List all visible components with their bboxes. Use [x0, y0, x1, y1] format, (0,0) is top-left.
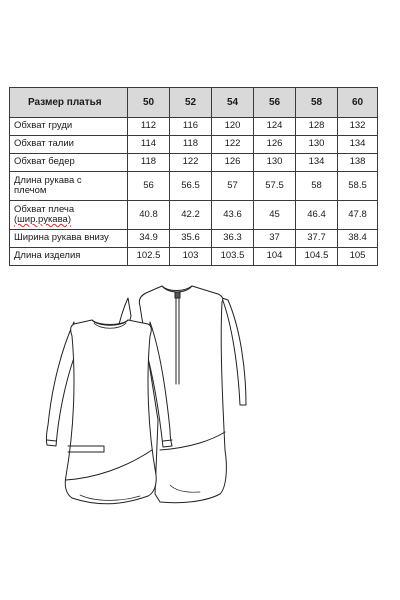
table-cell: 42.2: [170, 201, 212, 230]
table-cell: 104: [254, 248, 296, 266]
table-cell: 126: [212, 154, 254, 172]
size-header-cell: 52: [170, 88, 212, 118]
table-row: [10, 248, 378, 266]
table-cell: 124: [254, 118, 296, 136]
table-cell: 40.8: [128, 201, 170, 230]
header-dress-size: Размер платья: [10, 88, 128, 118]
table-cell: 35.6: [170, 230, 212, 248]
table-cell: 134: [296, 154, 338, 172]
dress-front-view: [46, 320, 172, 504]
table-cell: 47.8: [338, 201, 378, 230]
table-cell: 128: [296, 118, 338, 136]
table-cell: 116: [170, 118, 212, 136]
table-cell: 56.5: [170, 172, 212, 201]
size-header-cell: 50: [128, 88, 170, 118]
table-cell: 130: [296, 136, 338, 154]
zipper-pull-icon: [175, 292, 180, 298]
table-cell: 118: [128, 154, 170, 172]
row-label-line1: Обхват плеча: [14, 203, 75, 215]
table-cell: 57.5: [254, 172, 296, 201]
front-body: [65, 320, 156, 504]
table-row: [10, 136, 378, 154]
table-cell: 105: [338, 248, 378, 266]
table-cell: 104.5: [296, 248, 338, 266]
row-label: Ширина рукава внизу: [10, 230, 128, 248]
size-chart-table: [9, 87, 378, 266]
table-cell: 56: [128, 172, 170, 201]
table-row: [10, 154, 378, 172]
dress-technical-sketch: [0, 280, 400, 520]
table-cell: 58.5: [338, 172, 378, 201]
table-cell: 103: [170, 248, 212, 266]
table-cell: 120: [212, 118, 254, 136]
table-cell: 43.6: [212, 201, 254, 230]
table-header-row: [10, 88, 378, 118]
size-header-cell: 60: [338, 88, 378, 118]
row-label-line1: Длина рукава с: [14, 174, 82, 186]
table-cell: 34.9: [128, 230, 170, 248]
table-cell: 37: [254, 230, 296, 248]
row-label-line2: (шир.рукава): [14, 214, 71, 225]
row-label-line2: плечом: [14, 185, 47, 196]
back-right-sleeve: [222, 298, 246, 405]
row-label: [10, 172, 128, 201]
table-cell: 45: [254, 201, 296, 230]
table-cell: 126: [254, 136, 296, 154]
size-header-cell: 54: [212, 88, 254, 118]
front-left-sleeve: [46, 322, 76, 446]
row-label: Обхват груди: [10, 118, 128, 136]
table-cell: 37.7: [296, 230, 338, 248]
table-cell: 134: [338, 136, 378, 154]
table-cell: 36.3: [212, 230, 254, 248]
row-label: [10, 201, 128, 230]
table-cell: 114: [128, 136, 170, 154]
table-cell: 122: [212, 136, 254, 154]
table-cell: 118: [170, 136, 212, 154]
table-cell: 122: [170, 154, 212, 172]
table-row: [10, 172, 378, 201]
table-row: [10, 201, 378, 230]
size-header-cell: 56: [254, 88, 296, 118]
table-row: [10, 118, 378, 136]
row-label: Обхват бедер: [10, 154, 128, 172]
table-cell: 38.4: [338, 230, 378, 248]
table-cell: 58: [296, 172, 338, 201]
dress-illustration: [0, 280, 400, 520]
row-label: Обхват талии: [10, 136, 128, 154]
table-cell: 138: [338, 154, 378, 172]
row-label: Длина изделия: [10, 248, 128, 266]
table-cell: 46.4: [296, 201, 338, 230]
table-cell: 57: [212, 172, 254, 201]
table-cell: 102.5: [128, 248, 170, 266]
size-header-cell: 58: [296, 88, 338, 118]
table-cell: 132: [338, 118, 378, 136]
table-cell: 112: [128, 118, 170, 136]
table-cell: 103.5: [212, 248, 254, 266]
table-row: [10, 230, 378, 248]
table-cell: 130: [254, 154, 296, 172]
